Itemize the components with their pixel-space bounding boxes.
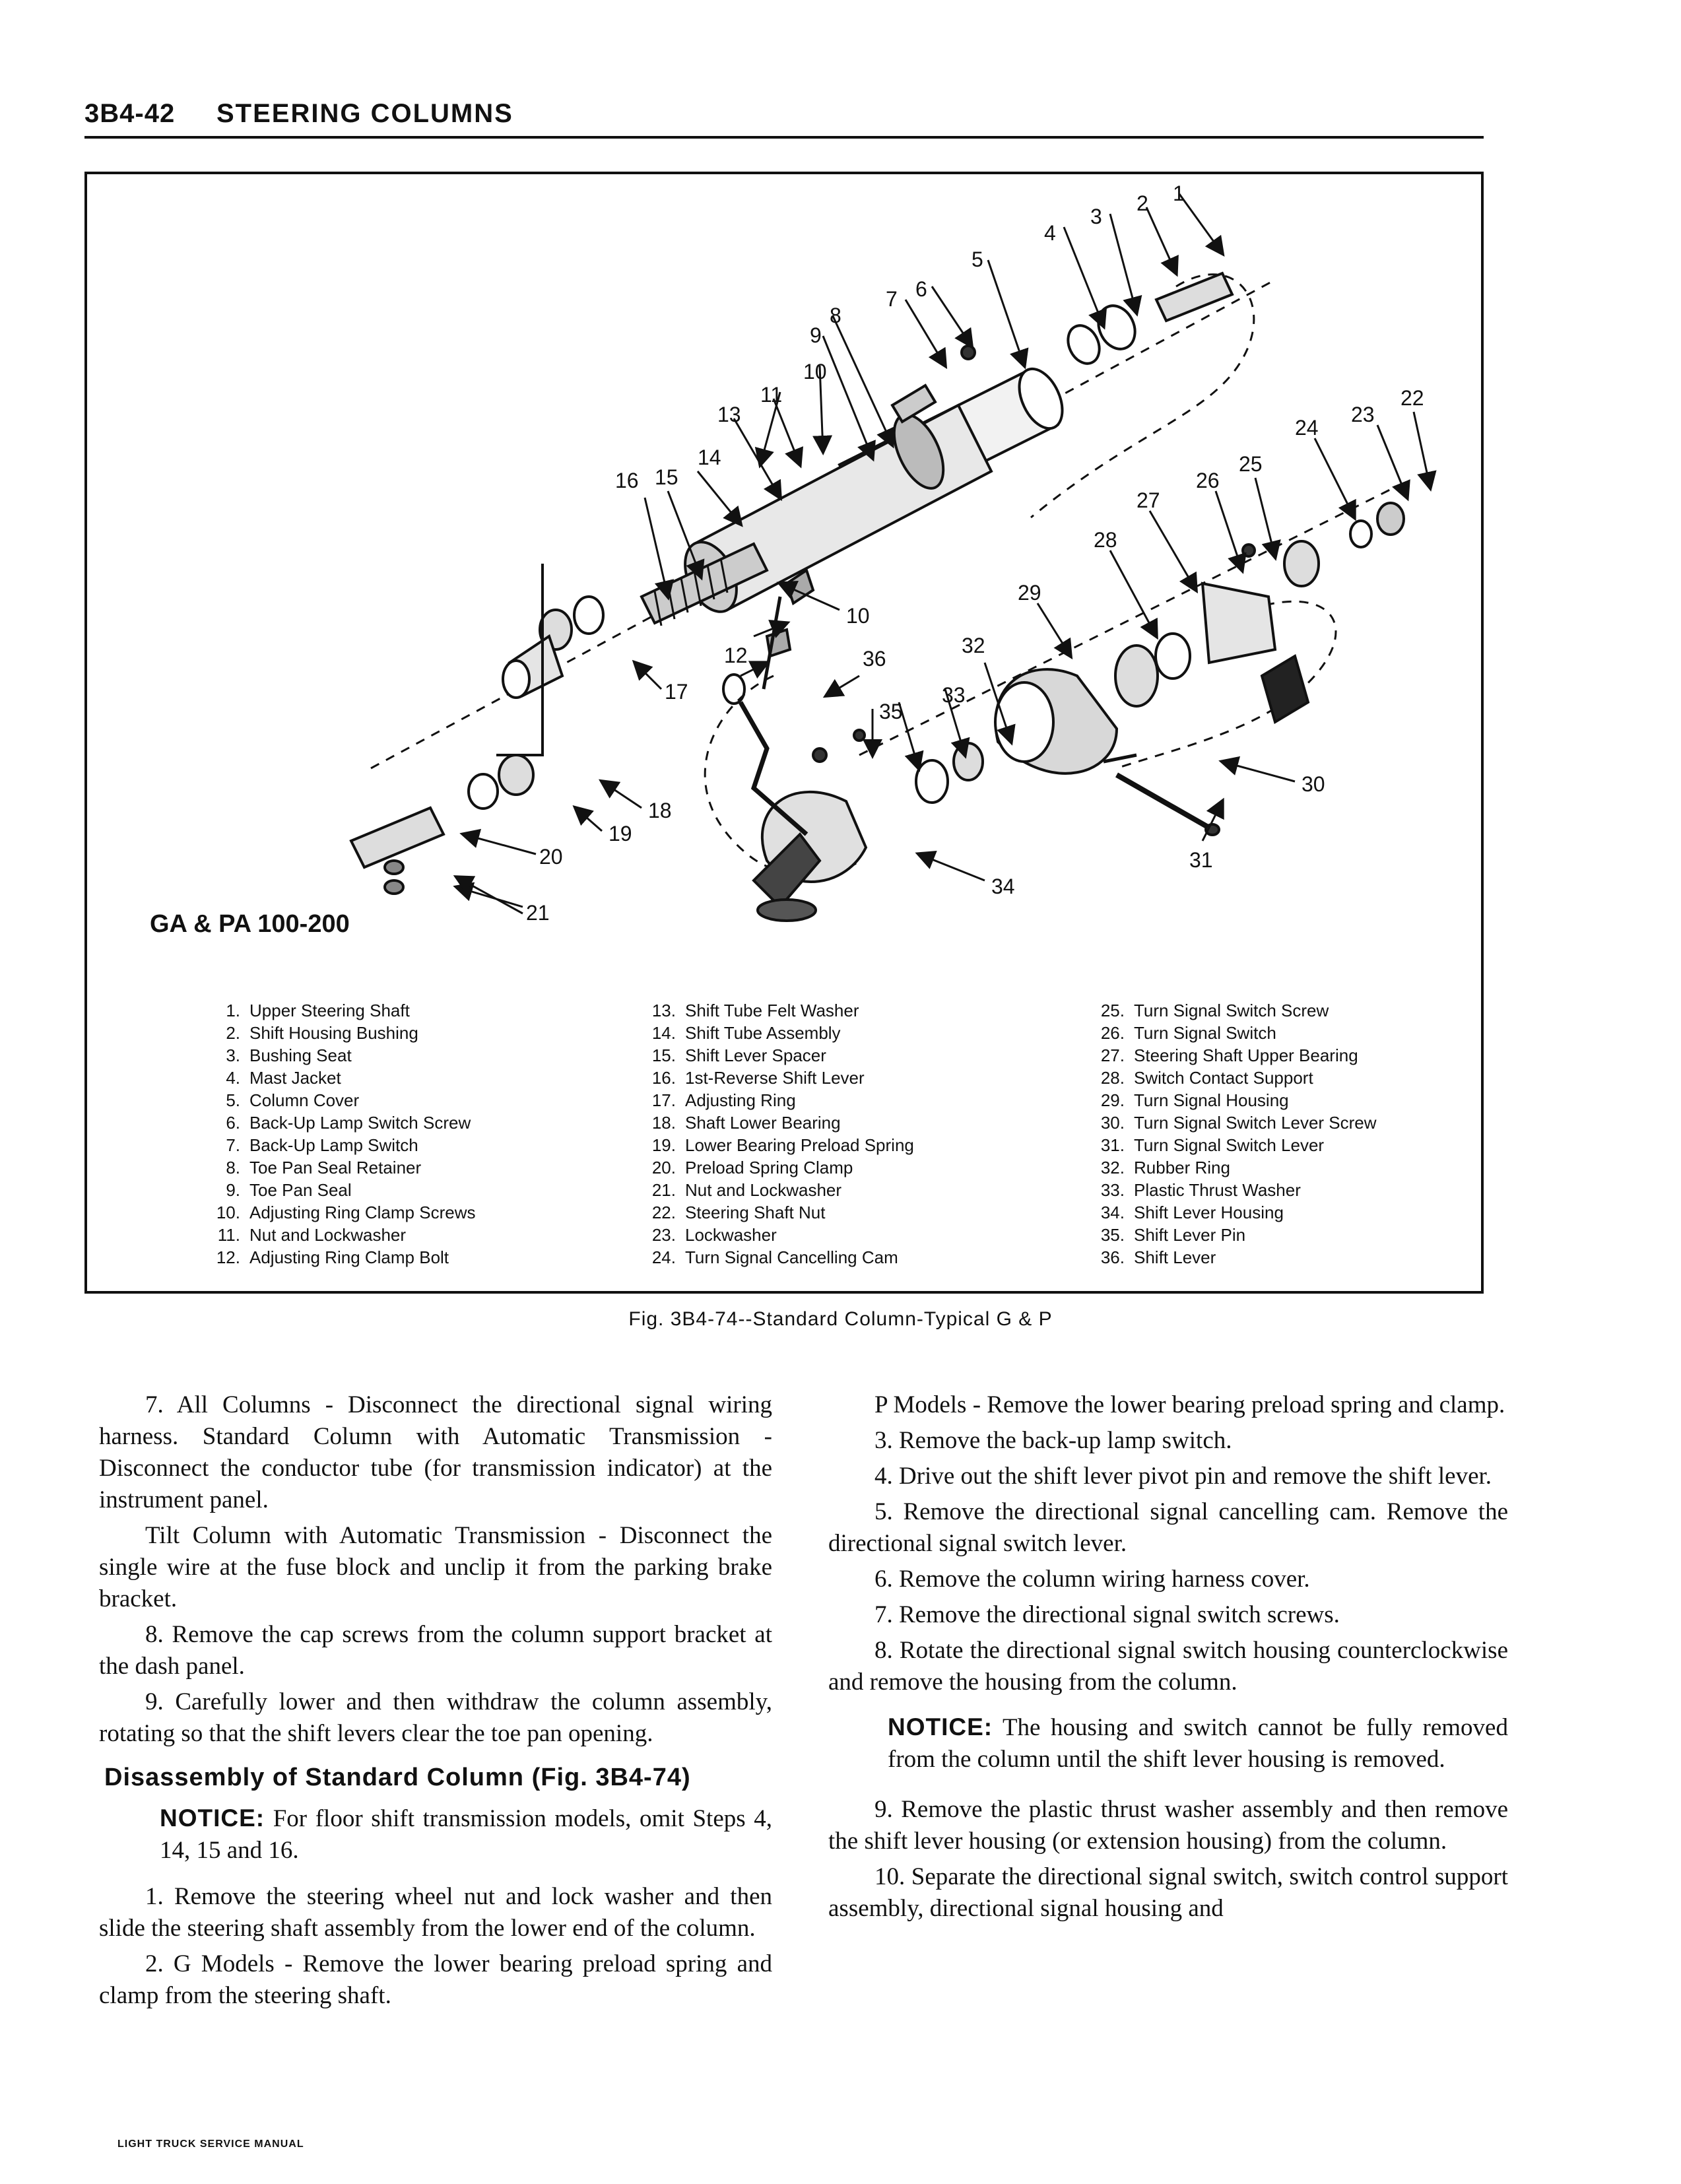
section-title: STEERING COLUMNS — [216, 99, 513, 128]
callout-32: 32 — [962, 634, 985, 657]
paragraph: 3. Remove the back-up lamp switch. — [874, 1427, 1232, 1454]
legend-item: 12. Adjusting Ring Clamp Bolt — [216, 1247, 449, 1267]
notice — [888, 1711, 1508, 1775]
callout-10b: 10 — [846, 604, 870, 628]
callout-11: 11 — [760, 383, 783, 407]
legend-column — [1090, 999, 1377, 1269]
callout-22: 22 — [1401, 386, 1424, 410]
notice-label: NOTICE: — [888, 1713, 993, 1740]
legend-item: 1. Upper Steering Shaft — [226, 1001, 410, 1020]
legend-item: 15. Shift Lever Spacer — [651, 1045, 826, 1065]
callout-9: 9 — [810, 323, 822, 347]
legend-item: 6. Back-Up Lamp Switch Screw — [226, 1113, 471, 1133]
page-footer: LIGHT TRUCK SERVICE MANUAL — [117, 2138, 304, 2150]
diagram-parts — [351, 273, 1404, 921]
legend-item: 23. Lockwasher — [651, 1225, 777, 1245]
legend-item: 7. Back-Up Lamp Switch — [226, 1135, 418, 1155]
paragraph: 7. All Columns - Disconnect the directional signal wiring harness. Standard Column with Automatic Transmission - Disconnect the conductor tube (for transmission indicator) at the instrument panel. — [99, 1391, 772, 1513]
page-number: 3B4-42 — [84, 99, 176, 128]
legend-item: 35. Shift Lever Pin — [1100, 1225, 1246, 1245]
callout-17: 17 — [665, 680, 688, 704]
legend-item: 13. Shift Tube Felt Washer — [651, 1001, 859, 1020]
paragraph: 7. Remove the directional signal switch screws. — [874, 1601, 1340, 1628]
legend-item: 3. Bushing Seat — [226, 1045, 352, 1065]
callout-28: 28 — [1094, 528, 1117, 552]
legend-item: 31. Turn Signal Switch Lever — [1100, 1135, 1325, 1155]
callout-5: 5 — [972, 248, 983, 271]
callout-19: 19 — [609, 822, 632, 845]
legend-column — [642, 999, 914, 1269]
legend-item: 25. Turn Signal Switch Screw — [1100, 1001, 1329, 1020]
callout-15: 15 — [655, 465, 678, 489]
paragraph: 2. G Models - Remove the lower bearing preload spring and clamp from the steering shaft. — [99, 1950, 772, 2009]
legend-item: 24. Turn Signal Cancelling Cam — [651, 1247, 898, 1267]
paragraph: Tilt Column with Automatic Transmission - Disconnect the single wire at the fuse block and unclip it from the parking brake bracket. — [99, 1522, 772, 1612]
paragraph: 9. Remove the plastic thrust washer assembly and then remove the shift lever housing (or extension housing) from the column. — [828, 1796, 1508, 1855]
right-text-column — [828, 1389, 1508, 1929]
paragraph: 4. Drive out the shift lever pivot pin and remove the shift lever. — [874, 1463, 1492, 1490]
callout-20: 20 — [539, 845, 563, 869]
legend-item: 30. Turn Signal Switch Lever Screw — [1100, 1113, 1377, 1133]
legend-item: 17. Adjusting Ring — [651, 1090, 796, 1110]
callout-34: 34 — [991, 875, 1015, 898]
legend-item: 11. Nut and Lockwasher — [217, 1225, 407, 1245]
callout-1: 1 — [1173, 182, 1185, 205]
paragraph: 9. Carefully lower and then withdraw the column assembly, rotating so that the shift levers clear the toe pan opening. — [99, 1688, 772, 1747]
left-text-column — [99, 1389, 772, 2016]
paragraph: 10. Separate the directional signal switch, switch control support assembly, directional signal housing and — [828, 1863, 1508, 1922]
legend-item: 9. Toe Pan Seal — [226, 1180, 352, 1200]
callout-13: 13 — [717, 403, 741, 426]
legend-item: 8. Toe Pan Seal Retainer — [226, 1158, 422, 1177]
callout-25: 25 — [1239, 452, 1263, 476]
legend-item: 32. Rubber Ring — [1100, 1158, 1230, 1177]
legend-item: 29. Turn Signal Housing — [1100, 1090, 1289, 1110]
callout-10: 10 — [803, 360, 827, 383]
legend-item: 28. Switch Contact Support — [1100, 1068, 1313, 1088]
callout-14: 14 — [698, 446, 721, 469]
notice-text: For floor shift transmission models, omit Steps 4, 14, 15 and 16. — [160, 1805, 773, 1864]
callout-23: 23 — [1351, 403, 1375, 426]
callout-35: 35 — [879, 700, 903, 723]
legend-item: 20. Preload Spring Clamp — [651, 1158, 853, 1177]
legend-item: 14. Shift Tube Assembly — [651, 1023, 841, 1043]
callout-27: 27 — [1137, 488, 1160, 512]
callout-21: 21 — [526, 901, 550, 925]
notice — [160, 1803, 772, 1867]
figure-frame — [84, 172, 1484, 1294]
paragraph: P Models - Remove the lower bearing preload spring and clamp. — [874, 1391, 1505, 1418]
legend-item: 33. Plastic Thrust Washer — [1100, 1180, 1301, 1200]
callout-3: 3 — [1090, 205, 1102, 228]
paragraph: 8. Rotate the directional signal switch housing counterclockwise and remove the housing from the column. — [828, 1637, 1508, 1696]
notice-text: The housing and switch cannot be fully removed from the column until the shift lever housing is removed. — [888, 1714, 1508, 1773]
callout-7: 7 — [886, 287, 898, 311]
legend-item: 34. Shift Lever Housing — [1100, 1203, 1284, 1222]
callout-36: 36 — [863, 647, 886, 671]
callout-18: 18 — [648, 799, 672, 822]
notice-label: NOTICE: — [160, 1804, 265, 1832]
legend-item: 21. Nut and Lockwasher — [651, 1180, 842, 1200]
callout-30: 30 — [1302, 772, 1325, 796]
callout-24: 24 — [1295, 416, 1319, 440]
callout-33: 33 — [942, 683, 966, 707]
paragraph: 5. Remove the directional signal cancelling cam. Remove the directional signal switch lever. — [828, 1498, 1508, 1557]
callout-16: 16 — [615, 469, 639, 492]
page-header — [84, 99, 1484, 139]
legend-item: 27. Steering Shaft Upper Bearing — [1100, 1045, 1358, 1065]
legend-item: 16. 1st-Reverse Shift Lever — [651, 1068, 865, 1088]
legend-item: 18. Shaft Lower Bearing — [651, 1113, 841, 1133]
paragraph: 6. Remove the column wiring harness cover. — [874, 1566, 1310, 1593]
steering-column-exploded-diagram — [87, 174, 1481, 953]
legend-item: 2. Shift Housing Bushing — [226, 1023, 418, 1043]
legend-item: 4. Mast Jacket — [226, 1068, 341, 1088]
callout-2: 2 — [1137, 191, 1148, 215]
paragraph: 1. Remove the steering wheel nut and lock washer and then slide the steering shaft assembly from the lower end of the column. — [99, 1883, 772, 1942]
callout-31: 31 — [1189, 848, 1213, 872]
paragraph: 8. Remove the cap screws from the column support bracket at the dash panel. — [99, 1621, 772, 1680]
legend-column — [206, 999, 475, 1269]
callout-26: 26 — [1196, 469, 1220, 492]
callout-8: 8 — [830, 304, 841, 327]
callout-12: 12 — [724, 644, 748, 667]
callout-4: 4 — [1044, 221, 1056, 245]
legend-item: 19. Lower Bearing Preload Spring — [651, 1135, 914, 1155]
legend-item: 22. Steering Shaft Nut — [651, 1203, 826, 1222]
section-subheading: Disassembly of Standard Column (Fig. 3B4-74) — [104, 1764, 691, 1791]
model-label: GA & PA 100-200 — [150, 910, 350, 938]
callout-29: 29 — [1018, 581, 1041, 605]
legend-item: 10. Adjusting Ring Clamp Screws — [216, 1203, 476, 1222]
legend-item: 26. Turn Signal Switch — [1100, 1023, 1276, 1043]
legend-item: 5. Column Cover — [226, 1090, 360, 1110]
figure-caption: Fig. 3B4-74--Standard Column-Typical G & P — [628, 1308, 1053, 1330]
callout-6: 6 — [915, 277, 927, 301]
callout-arrows — [457, 194, 1430, 913]
legend-item: 36. Shift Lever — [1100, 1247, 1216, 1267]
